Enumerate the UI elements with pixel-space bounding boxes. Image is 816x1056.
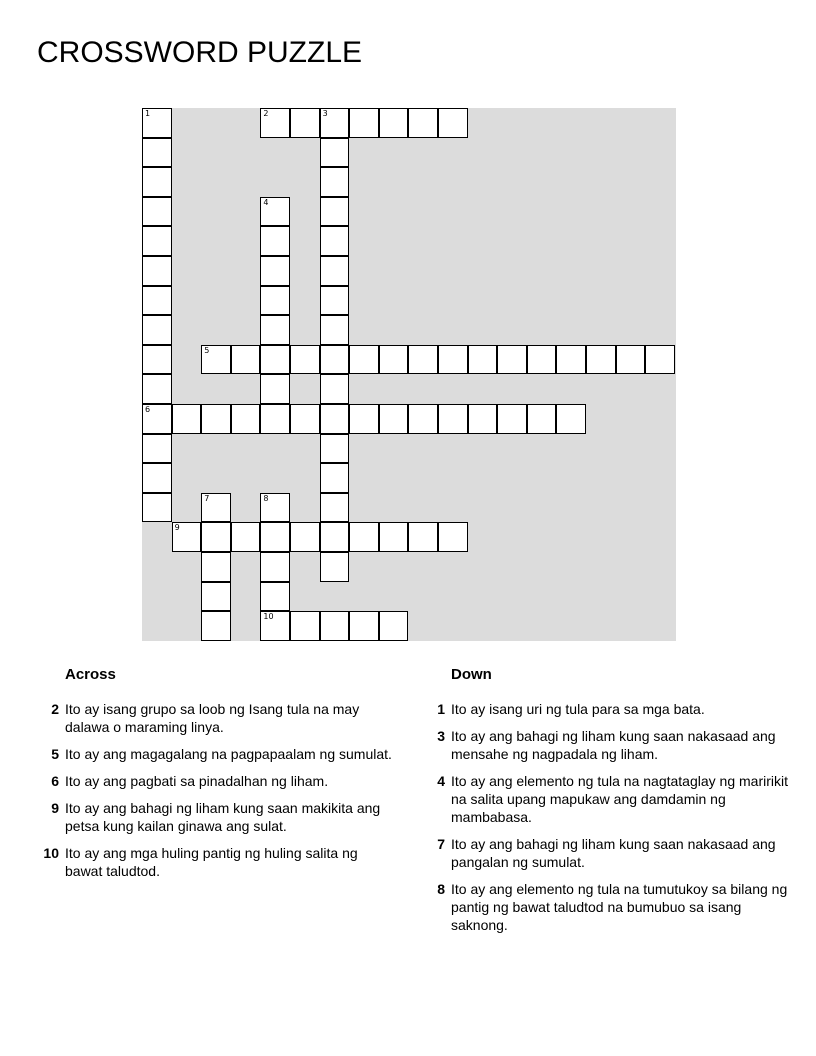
clue-item [418, 835, 790, 871]
grid-cell[interactable] [142, 493, 172, 523]
grid-cell[interactable] [320, 315, 350, 345]
grid-cell[interactable] [556, 345, 586, 375]
clue-text: Ito ay ang bahagi ng liham kung saan nakasaad ang pangalan ng sumulat. [451, 836, 776, 870]
grid-cell[interactable] [142, 256, 172, 286]
grid-cell[interactable] [142, 108, 172, 138]
clue-number: 10 [43, 845, 59, 861]
clue-item [32, 700, 392, 736]
clue-number: 3 [437, 728, 445, 744]
clue-number: 8 [437, 881, 445, 897]
clue-item [32, 799, 392, 835]
down-clues [418, 664, 790, 943]
grid-cell[interactable] [260, 197, 290, 227]
grid-cell[interactable] [142, 226, 172, 256]
grid-cell[interactable] [320, 522, 350, 552]
across-heading: Across [65, 666, 116, 683]
grid-cell[interactable] [231, 345, 261, 375]
grid-cell[interactable] [320, 256, 350, 286]
cell-number: 3 [322, 109, 328, 118]
grid-cell[interactable] [260, 256, 290, 286]
grid-cell[interactable] [260, 345, 290, 375]
grid-cell[interactable] [320, 611, 350, 641]
grid-cell[interactable] [349, 611, 379, 641]
clue-number: 5 [51, 746, 59, 762]
grid-cell[interactable] [586, 345, 616, 375]
clue-text: Ito ay ang bahagi ng liham kung saan makikita ang petsa kung kailan ginawa ang sulat. [65, 800, 381, 834]
grid-cell[interactable] [556, 404, 586, 434]
grid-cell[interactable] [468, 404, 498, 434]
grid-cell[interactable] [260, 108, 290, 138]
grid-cell[interactable] [142, 315, 172, 345]
grid-cell[interactable] [320, 167, 350, 197]
cell-number: 7 [204, 493, 210, 503]
clue-text: Ito ay ang elemento ng tula na tumutukoy sa bilang ng pantig ng bawat taludtod na bumubuo sa isang saknong. [451, 881, 788, 933]
grid-cell[interactable] [408, 345, 438, 375]
clue-item [32, 844, 392, 880]
down-clue-list [418, 700, 790, 934]
grid-cell[interactable] [231, 404, 261, 434]
clue-item [418, 772, 790, 826]
grid-cell[interactable] [260, 522, 290, 552]
grid-cell[interactable] [142, 434, 172, 464]
grid-cell[interactable] [260, 404, 290, 434]
crossword-grid [142, 108, 676, 641]
clue-item [32, 745, 392, 763]
down-heading: Down [451, 666, 492, 683]
grid-cell[interactable] [201, 522, 231, 552]
grid-cell[interactable] [260, 286, 290, 316]
grid-cell[interactable] [201, 345, 231, 375]
grid-cell[interactable] [320, 374, 350, 404]
grid-cell[interactable] [142, 374, 172, 404]
grid-cell[interactable] [320, 138, 350, 168]
grid-cell[interactable] [142, 197, 172, 227]
grid-cell[interactable] [408, 404, 438, 434]
clue-item [32, 772, 392, 790]
grid-cell[interactable] [320, 286, 350, 316]
grid-cell[interactable] [201, 582, 231, 612]
clue-number: 6 [51, 773, 59, 789]
grid-cell[interactable] [408, 108, 438, 138]
grid-cell[interactable] [527, 345, 557, 375]
grid-cell[interactable] [172, 522, 202, 552]
grid-cell[interactable] [320, 404, 350, 434]
grid-cell[interactable] [290, 108, 320, 138]
grid-cell[interactable] [320, 463, 350, 493]
grid-cell[interactable] [379, 345, 409, 375]
grid-cell[interactable] [379, 611, 409, 641]
grid-cell[interactable] [379, 404, 409, 434]
cell-number: 2 [263, 109, 269, 118]
cell-number: 10 [263, 612, 274, 622]
across-clue-list [32, 700, 392, 880]
grid-cell[interactable] [142, 167, 172, 197]
clue-text: Ito ay ang mga huling pantig ng huling salita ng bawat taludtod. [65, 845, 358, 879]
grid-cell[interactable] [379, 522, 409, 552]
grid-cell[interactable] [320, 226, 350, 256]
clue-number: 4 [437, 773, 445, 789]
grid-cell[interactable] [231, 522, 261, 552]
clue-text: Ito ay ang magagalang na pagpapaalam ng sumulat. [65, 746, 392, 762]
grid-cell[interactable] [260, 315, 290, 345]
grid-cell[interactable] [527, 404, 557, 434]
grid-cell[interactable] [349, 522, 379, 552]
grid-cell[interactable] [201, 404, 231, 434]
clue-number: 1 [437, 701, 445, 717]
clue-text: Ito ay ang bahagi ng liham kung saan nakasaad ang mensahe ng nagpadala ng liham. [451, 728, 776, 762]
grid-cell[interactable] [497, 404, 527, 434]
grid-cell[interactable] [172, 404, 202, 434]
grid-cell[interactable] [260, 374, 290, 404]
grid-cell[interactable] [142, 345, 172, 375]
grid-cell[interactable] [320, 345, 350, 375]
grid-cell[interactable] [260, 226, 290, 256]
grid-cell[interactable] [320, 197, 350, 227]
grid-cell[interactable] [201, 611, 231, 641]
clue-item [418, 727, 790, 763]
grid-cell[interactable] [349, 345, 379, 375]
page-title: CROSSWORD PUZZLE [37, 36, 363, 69]
grid-cell[interactable] [320, 434, 350, 464]
cell-number: 1 [145, 109, 151, 118]
clue-text: Ito ay ang elemento ng tula na nagtataglay ng maririkit na salita upang mapukaw ang damdamin ng mambabasa. [451, 773, 788, 825]
grid-cell[interactable] [320, 493, 350, 523]
clue-text: Ito ay ang pagbati sa pinadalhan ng liham. [65, 773, 329, 789]
grid-cell[interactable] [260, 582, 290, 612]
clue-number: 2 [51, 701, 59, 717]
cell-number: 9 [174, 523, 180, 533]
grid-cell[interactable] [408, 522, 438, 552]
grid-cell[interactable] [290, 522, 320, 552]
grid-cell[interactable] [645, 345, 675, 375]
grid-cell[interactable] [142, 286, 172, 316]
clue-number: 9 [51, 800, 59, 816]
grid-cell[interactable] [290, 611, 320, 641]
grid-cell[interactable] [468, 345, 498, 375]
clue-text: Ito ay isang uri ng tula para sa mga bata. [451, 701, 705, 717]
grid-cell[interactable] [616, 345, 646, 375]
across-clues [32, 664, 392, 889]
grid-cell[interactable] [438, 404, 468, 434]
grid-cell[interactable] [290, 404, 320, 434]
clue-number: 7 [437, 836, 445, 852]
grid-cell[interactable] [438, 108, 468, 138]
grid-cell[interactable] [142, 404, 172, 434]
grid-cell[interactable] [349, 108, 379, 138]
grid-cell[interactable] [349, 404, 379, 434]
grid-cell[interactable] [260, 493, 290, 523]
grid-cell[interactable] [438, 345, 468, 375]
cell-number: 5 [204, 345, 210, 355]
clue-item [418, 700, 790, 718]
grid-cell[interactable] [201, 493, 231, 523]
grid-cell[interactable] [142, 138, 172, 168]
grid-cell[interactable] [320, 552, 350, 582]
grid-cell[interactable] [260, 552, 290, 582]
grid-cell[interactable] [260, 611, 290, 641]
grid-cell[interactable] [320, 108, 350, 138]
clue-text: Ito ay isang grupo sa loob ng Isang tula na may dalawa o maraming linya. [65, 701, 360, 735]
grid-cell[interactable] [290, 345, 320, 375]
grid-cell[interactable] [497, 345, 527, 375]
grid-cell[interactable] [201, 552, 231, 582]
grid-cell[interactable] [438, 522, 468, 552]
cell-number: 8 [263, 493, 269, 503]
grid-cell[interactable] [142, 463, 172, 493]
grid-cell[interactable] [379, 108, 409, 138]
cell-number: 4 [263, 197, 269, 207]
cell-number: 6 [145, 405, 151, 414]
clue-item [418, 880, 790, 934]
